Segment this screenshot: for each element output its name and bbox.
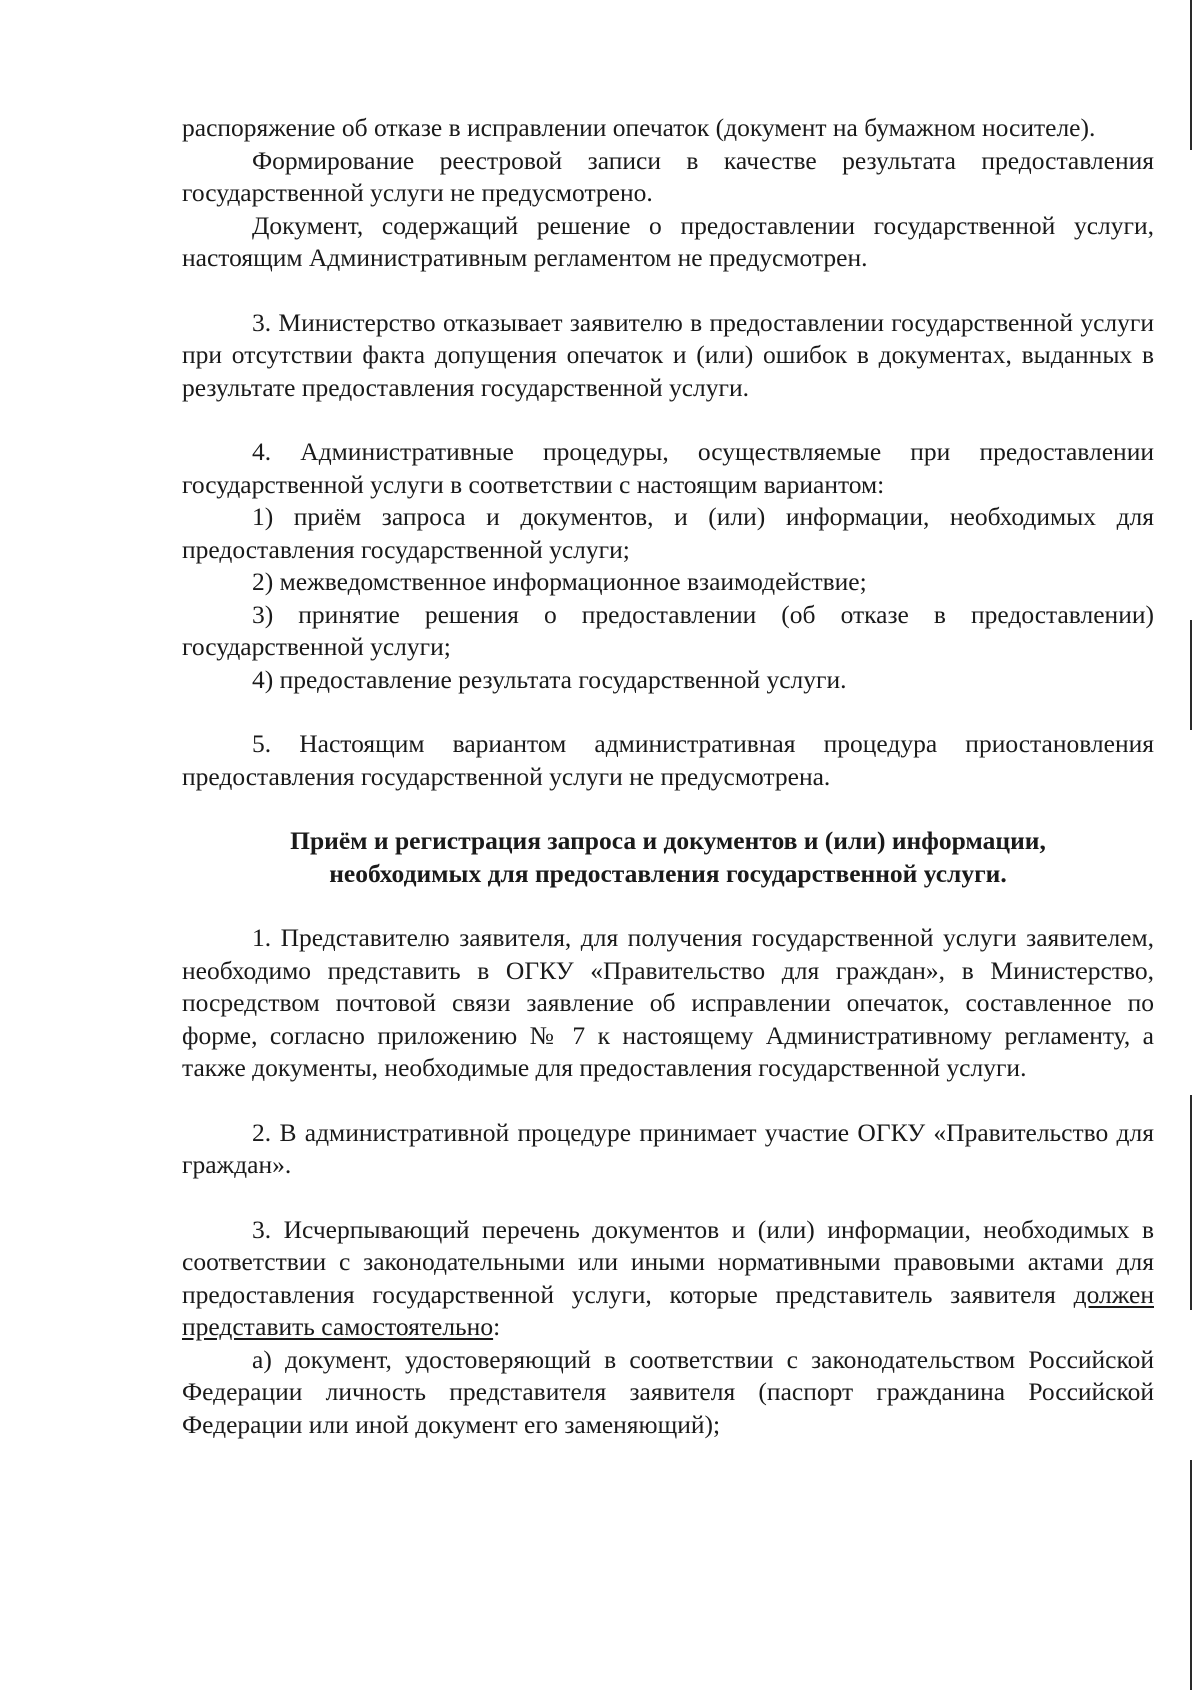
section-paragraph-1: 1. Представителю заявителя, для получения государственной услуги заявителем, необходимо представить в ОГКУ «Правительство для граждан», в Министерство, посредством почтовой связи заявление об исправлении опечаток, составленное по форме, согласно приложению № 7 к настоящему Административному регламенту, а также документы, необходимые для предоставления государственной услуги. (182, 923, 1154, 1082)
section-heading: Приём и регистрация запроса и документов и (или) информации, необходимых для предоставления государственной услуги. (290, 826, 1046, 888)
paragraph-3-text: 3. Исчерпывающий перечень документов и (или) информации, необходимых в соответствии с законодательными или иными нормативными правовыми актами для предоставления государственной услуги, которые представитель заявителя (182, 1214, 1154, 1309)
spacer (182, 1182, 1154, 1214)
paragraph-continuation: распоряжение об отказе в исправлении опечаток (документ на бумажном носителе). (182, 113, 1096, 142)
section-paragraph-3 (182, 1214, 1154, 1344)
spacer (182, 275, 1154, 307)
scan-edge-mark (1190, 1095, 1192, 1310)
item-5-suspension: 5. Настоящим вариантом административная процедура приостановления предоставления государственной услуги не предусмотрена. (182, 729, 1154, 791)
spacer (182, 793, 1154, 825)
scan-edge-mark (1190, 0, 1192, 150)
scan-edge-mark (1190, 620, 1192, 730)
scan-edge-mark (1190, 1460, 1192, 1690)
document-page (182, 112, 1154, 1441)
list-item: 4) предоставление результата государственной услуги. (252, 664, 847, 694)
item-3-refusal: 3. Министерство отказывает заявителю в предоставлении государственной услуги при отсутствии факта допущения опечаток и (или) ошибок в документах, выданных в результате предоставления государственной услуги. (182, 307, 1154, 402)
spacer (182, 696, 1154, 728)
underlined-phrase: должен представить самостоятельно (182, 1279, 1154, 1341)
list-item: 1) приём запроса и документов, и (или) информации, необходимых для предоставления государственной услуги; (182, 502, 1154, 564)
spacer (182, 890, 1154, 922)
list-item: 2) межведомственное информационное взаимодействие; (252, 567, 867, 596)
paragraph-decision-document: Документ, содержащий решение о предоставлении государственной услуги, настоящим Административным регламентом не предусмотрен. (182, 210, 1154, 272)
paragraph-registry-record: Формирование реестровой записи в качестве результата предоставления государственной услуги не предусмотрено. (182, 145, 1154, 207)
item-4-intro: 4. Административные процедуры, осуществляемые при предоставлении государственной услуги в соответствии с настоящим вариантом: (182, 437, 1154, 499)
spacer (182, 1085, 1154, 1117)
section-item-a: а) документ, удостоверяющий в соответствии с законодательством Российской Федерации личность представителя заявителя (паспорт гражданина Российской Федерации или иной документ его заменяющий); (182, 1344, 1154, 1439)
list-item: 3) принятие решения о предоставлении (об отказе в предоставлении) государственной услуги; (182, 599, 1154, 661)
paragraph-3-colon: : (493, 1312, 501, 1341)
section-paragraph-2: 2. В административной процедуре принимает участие ОГКУ «Правительство для граждан». (182, 1117, 1154, 1179)
spacer (182, 404, 1154, 436)
